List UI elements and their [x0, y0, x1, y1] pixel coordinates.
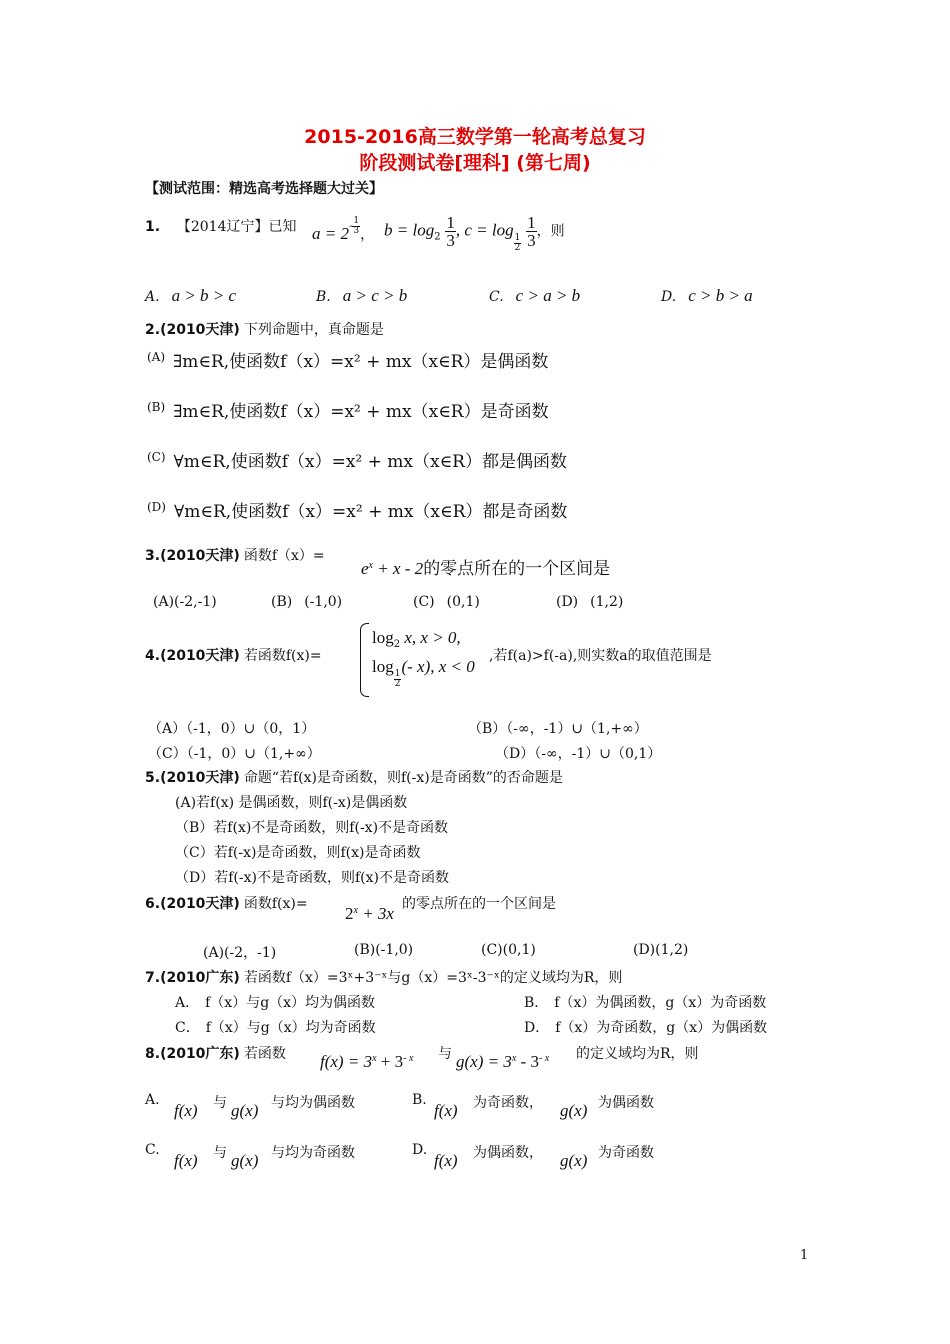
q4-option-a[interactable]	[148, 718, 315, 738]
q7-opt-b-text: f（x）为偶函数，g（x）为奇函数	[554, 995, 767, 1011]
q8-option-b[interactable]	[412, 1092, 427, 1108]
q8-f-mid: + 3	[376, 1052, 404, 1071]
q8-source: (2010广东)	[160, 1046, 240, 1062]
q8-f-expression	[320, 1052, 413, 1072]
q2-opt-b-label: (B)	[147, 400, 166, 414]
q4-case2-base-d: 2	[394, 679, 401, 689]
q3-opt-d-label: (D)	[556, 594, 579, 610]
q8-opt-c-fx: f(x)	[174, 1151, 198, 1170]
q4-option-d[interactable]	[495, 743, 661, 763]
q8-g-expression	[456, 1052, 549, 1072]
question-3	[145, 545, 325, 565]
q1-a-exp-d: 3	[353, 226, 360, 236]
q6-number: 6.	[145, 896, 161, 912]
q7-opt-c-text: f（x）与g（x）均为奇函数	[205, 1020, 376, 1036]
q6-stem-2: 的零点所在的一个区间是	[402, 896, 556, 912]
q4-case2-log: log	[372, 657, 394, 676]
question-2	[145, 319, 384, 339]
q8-option-a[interactable]	[145, 1092, 160, 1108]
q2-option-a[interactable]	[147, 347, 548, 372]
q4-opt-a-text: （-1，0）∪（0，1）	[186, 721, 316, 737]
q6-opt-d-text: (1,2)	[655, 942, 689, 958]
q3-option-c[interactable]	[413, 594, 480, 610]
q2-source: (2010天津)	[160, 322, 240, 338]
q3-option-b[interactable]	[271, 594, 342, 610]
q3-number: 3.	[145, 548, 161, 564]
q4-opt-b-label: （B）	[468, 721, 507, 737]
q6-expression	[345, 904, 394, 924]
q3-opt-a-label: (A)	[153, 594, 175, 610]
q8-opt-a-gx: g(x)	[231, 1101, 259, 1120]
q5-opt-d-label: （D）	[175, 870, 215, 886]
q1-b-base: 2	[434, 231, 441, 243]
q6-option-b[interactable]	[354, 942, 413, 958]
q1-opt-a-text: a > b > c	[171, 286, 237, 305]
q1-b-frac-n: 1	[446, 213, 455, 232]
q1-opt-d-text: c > b > a	[688, 286, 753, 305]
q5-opt-b-label: （B）	[175, 820, 214, 836]
q5-opt-d-text: 若f(-x)不是奇函数，则f(x)不是奇函数	[214, 870, 449, 886]
q8-opt-a-label: A.	[145, 1092, 160, 1108]
q6-expr-base: 2	[345, 904, 354, 923]
q8-f-exp2: - x	[403, 1053, 414, 1064]
q3-opt-d-text: (1,2)	[590, 594, 624, 610]
q4-opt-c-text: （-1，0）∪（1,+∞）	[186, 746, 321, 762]
q2-opt-d-text: ∀m∈R,使函数f（x）=x² + mx（x∈R）都是奇函数	[173, 502, 568, 522]
q1-opt-c-label: C.	[489, 289, 504, 305]
q3-opt-b-text: (-1,0)	[304, 594, 343, 610]
q8-g-expr: g(x) = 3	[456, 1052, 512, 1071]
q2-opt-a-text: ∃m∈R,使函数f（x）=x² + mx（x∈R）是偶函数	[173, 352, 549, 372]
q6-option-d[interactable]	[633, 942, 688, 958]
q5-opt-a-label: (A)	[175, 795, 197, 811]
q1-comma: ，	[360, 227, 375, 243]
q1-option-b[interactable]	[316, 286, 407, 306]
q3-stem: 函数f（x）=	[243, 548, 325, 564]
q1-c-frac-d: 3	[527, 231, 536, 250]
q3-stem2: 的零点所在的一个区间是	[423, 559, 611, 579]
q1-option-d[interactable]	[661, 286, 753, 306]
q8-opt-c-label: C.	[145, 1142, 160, 1158]
q1-opt-c-text: c > a > b	[515, 286, 581, 305]
q7-opt-a-label: A．	[175, 995, 200, 1011]
q1-a-exp-n: 1	[353, 216, 360, 226]
q8-g-exp1: x	[511, 1053, 517, 1064]
q3-option-d[interactable]	[556, 594, 623, 610]
q7-number: 7.	[145, 970, 161, 986]
q3-expression	[361, 554, 610, 579]
title-line2: 阶段测试卷[理科] (第七周)	[359, 152, 591, 174]
q4-option-c[interactable]	[148, 743, 321, 763]
question-6	[145, 893, 308, 913]
q2-stem: 下列命题中，真命题是	[243, 322, 384, 338]
q1-expr-bc	[384, 214, 565, 253]
q3-opt-c-text: (0,1)	[446, 594, 480, 610]
q1-number: 1.	[145, 219, 161, 235]
q8-opt-d-w2: 为奇函数	[598, 1145, 654, 1161]
q1-c-base-n: 1	[514, 232, 521, 243]
q5-option-b[interactable]	[175, 817, 448, 837]
q8-option-d[interactable]	[412, 1142, 427, 1158]
q8-f-expr: f(x) = 3	[320, 1052, 373, 1071]
q4-case-2	[372, 657, 475, 689]
q4-case-1	[372, 628, 461, 650]
q6-opt-a-label: (A)	[203, 945, 225, 961]
q6-expr-exp: x	[353, 905, 358, 916]
q1-c-eq: , c = log	[455, 220, 514, 240]
q7-stem: 若函数f（x）=3ˣ+3⁻ˣ与g（x）=3ˣ-3⁻ˣ的定义域均为R，则	[243, 970, 623, 986]
q6-option-a[interactable]	[203, 942, 276, 962]
q1-a-eq: a = 2	[312, 224, 349, 243]
q1-c-base-d: 2	[514, 242, 521, 253]
q2-opt-a-label: (A)	[147, 350, 166, 364]
q7-opt-d-text: f（x）为奇函数，g（x）为偶函数	[555, 1020, 768, 1036]
q8-opt-d-gx: g(x)	[560, 1151, 588, 1170]
q1-opt-b-label: B.	[316, 289, 331, 305]
q1-opt-a-label: A.	[145, 289, 160, 305]
q4-case1-rest: x, x > 0,	[400, 628, 461, 647]
q8-option-c[interactable]	[145, 1142, 160, 1158]
q7-option-b[interactable]	[524, 992, 766, 1012]
q4-case1-base: 2	[393, 639, 401, 650]
q8-stem: 若函数	[243, 1046, 286, 1062]
q8-stem-2: 的定义域均为R，则	[576, 1046, 699, 1062]
question-4	[145, 645, 322, 665]
q8-opt-d-fx: f(x)	[434, 1151, 458, 1170]
q1-source: 【2014辽宁】已知	[176, 219, 297, 235]
q4-case2-rest: (- x), x < 0	[401, 657, 475, 676]
q1-a-exp	[348, 216, 360, 236]
q1-then: ，则	[536, 223, 565, 240]
q4-opt-c-label: （C）	[148, 746, 187, 762]
q8-f-exp1: x	[372, 1053, 377, 1064]
q4-stem-2: ,若f(a)>f(-a),则实数a的取值范围是	[489, 648, 712, 664]
q1-b-eq: b = log	[384, 220, 435, 240]
q5-opt-a-text: 若f(x) 是偶函数，则f(-x)是偶函数	[196, 795, 408, 811]
q8-opt-c-gx: g(x)	[231, 1151, 259, 1170]
q1-opt-d-label: D.	[661, 289, 677, 305]
q5-source: (2010天津)	[160, 770, 240, 786]
q6-opt-c-label: (C)	[481, 942, 503, 958]
q6-opt-d-label: (D)	[633, 942, 656, 958]
q8-opt-a-w2: 与均为偶函数	[271, 1095, 355, 1111]
q4-number: 4.	[145, 648, 161, 664]
q4-stem: 若函数f(x)=	[243, 648, 322, 664]
q5-opt-c-text: 若f(-x)是奇函数，则f(x)是奇函数	[213, 845, 421, 861]
q8-opt-a-w1: 与	[213, 1095, 227, 1111]
test-scope: 【测试范围：精选高考选择题大过关】	[145, 181, 383, 197]
q8-opt-d-w1: 为偶函数，	[473, 1145, 543, 1161]
q8-opt-b-fx: f(x)	[434, 1101, 458, 1120]
q7-option-c[interactable]	[175, 1017, 376, 1037]
q8-opt-a-fx: f(x)	[174, 1101, 198, 1120]
q7-option-a[interactable]	[175, 992, 375, 1012]
q2-opt-c-text: ∀m∈R,使函数f（x）=x² + mx（x∈R）都是偶函数	[173, 452, 567, 472]
q8-opt-d-label: D.	[412, 1142, 428, 1158]
q7-option-d[interactable]	[524, 1017, 767, 1037]
question-1	[145, 216, 296, 236]
q1-b-frac-d: 3	[446, 231, 455, 250]
q2-opt-d-label: (D)	[147, 500, 166, 514]
q4-source: (2010天津)	[160, 648, 240, 664]
q5-option-c[interactable]	[175, 842, 420, 862]
q1-c-frac-n: 1	[527, 213, 536, 232]
q8-opt-c-w1: 与	[213, 1145, 227, 1161]
q5-stem: 命题“若f(x)是奇函数，则f(-x)是奇函数”的否命题是	[243, 770, 563, 786]
q8-opt-b-gx: g(x)	[560, 1101, 588, 1120]
q4-opt-d-text: （-∞，-1）∪（0,1）	[534, 746, 662, 762]
q3-expr-e: e	[361, 559, 369, 578]
q2-option-d[interactable]	[147, 497, 567, 522]
q8-opt-b-label: B.	[412, 1092, 427, 1108]
q3-option-a[interactable]	[153, 594, 217, 610]
q8-yu: 与	[438, 1046, 452, 1062]
q1-a-exp-sign: -	[348, 221, 353, 232]
q6-opt-a-text: (-2，-1)	[224, 945, 277, 961]
q3-opt-c-label: (C)	[413, 594, 435, 610]
q3-opt-b-label: (B)	[271, 594, 293, 610]
q5-option-a[interactable]	[175, 792, 407, 812]
q4-opt-a-label: （A）	[148, 721, 187, 737]
q7-opt-c-label: C．	[175, 1020, 200, 1036]
q3-expr-exp: x	[368, 560, 373, 571]
q2-option-b[interactable]	[147, 397, 549, 422]
q3-expr-rest: + x - 2	[373, 559, 424, 578]
q7-opt-b-label: B．	[524, 995, 549, 1011]
q6-expr-rest: + 3x	[357, 904, 394, 923]
q5-opt-c-label: （C）	[175, 845, 214, 861]
q6-stem: 函数f(x)=	[243, 896, 308, 912]
q4-option-b[interactable]	[468, 718, 648, 738]
title-line1: 2015-2016高三数学第一轮高考总复习	[304, 126, 646, 148]
q5-opt-b-text: 若f(x)不是奇函数，则f(-x)不是奇函数	[213, 820, 449, 836]
q8-g-mid: - 3	[516, 1052, 539, 1071]
q6-opt-b-label: (B)	[354, 942, 376, 958]
page-number: 1	[800, 1248, 809, 1263]
q2-opt-c-label: (C)	[147, 450, 166, 464]
q8-opt-b-w2: 为偶函数	[598, 1095, 654, 1111]
q2-opt-b-text: ∃m∈R,使函数f（x）=x² + mx（x∈R）是奇函数	[173, 402, 549, 422]
q2-option-c[interactable]	[147, 447, 567, 472]
q4-brace	[360, 623, 369, 697]
q7-source: (2010广东)	[160, 970, 240, 986]
q7-opt-a-text: f（x）与g（x）均为偶函数	[205, 995, 376, 1011]
q1-expr-a	[312, 216, 375, 246]
q8-opt-b-w1: 为奇函数，	[473, 1095, 543, 1111]
q4-opt-d-label: （D）	[495, 746, 535, 762]
q4-case1-log: log	[372, 628, 394, 647]
q6-source: (2010天津)	[160, 896, 240, 912]
q1-opt-b-text: a > c > b	[342, 286, 408, 305]
q1-option-a[interactable]	[145, 286, 236, 306]
q3-source: (2010天津)	[160, 548, 240, 564]
q5-option-d[interactable]	[175, 867, 449, 887]
q6-opt-b-text: (-1,0)	[375, 942, 414, 958]
question-8	[145, 1043, 286, 1063]
q7-opt-d-label: D．	[524, 1020, 550, 1036]
q6-opt-c-text: (0,1)	[502, 942, 536, 958]
q4-case2-base-n: 1	[394, 669, 401, 679]
q1-option-c[interactable]	[489, 286, 580, 306]
q2-number: 2.	[145, 322, 161, 338]
q8-g-exp2: - x	[538, 1053, 550, 1064]
q3-opt-a-text: (-2,-1)	[174, 594, 217, 610]
question-5	[145, 767, 563, 787]
q4-opt-b-text: （-∞，-1）∪（1,+∞）	[506, 721, 648, 737]
q8-number: 8.	[145, 1046, 161, 1062]
q6-option-c[interactable]	[481, 942, 536, 958]
q8-opt-c-w2: 与均为奇函数	[271, 1145, 355, 1161]
question-7	[145, 967, 622, 987]
q5-number: 5.	[145, 770, 161, 786]
